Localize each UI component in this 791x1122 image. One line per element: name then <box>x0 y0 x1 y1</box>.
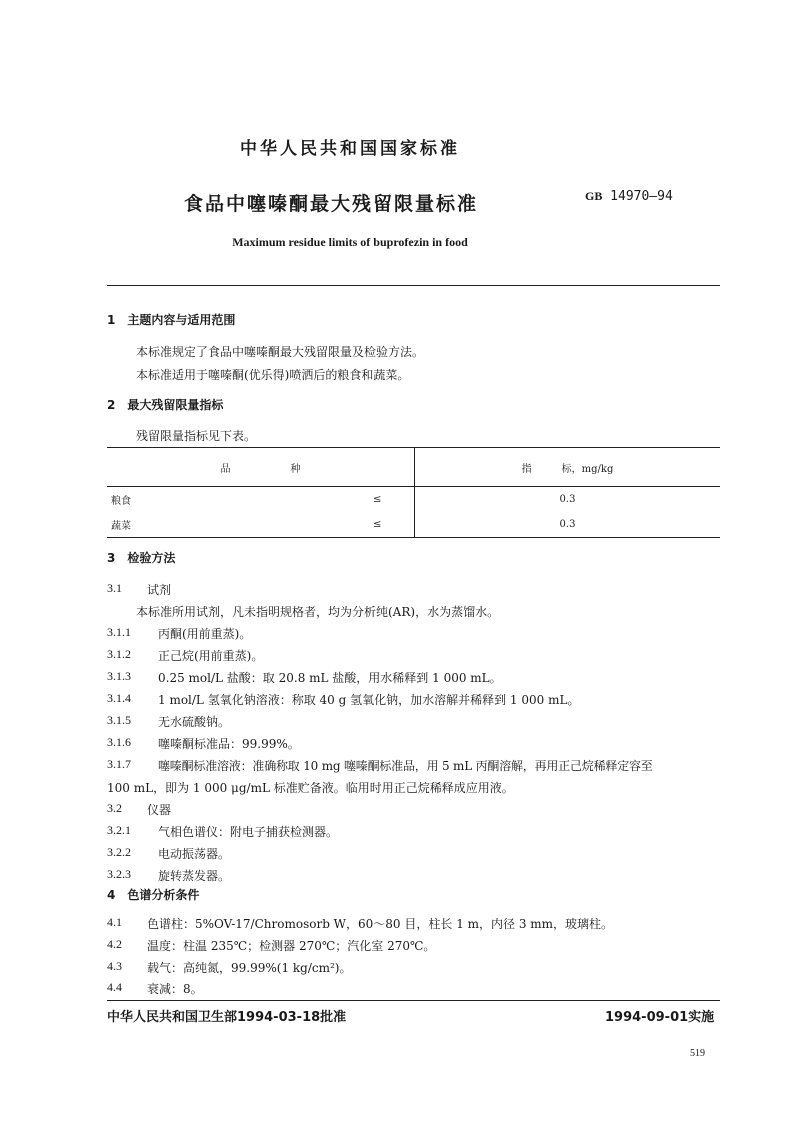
item-text: 气相色谱仪：附电子捕获检测器。 <box>158 825 339 839</box>
table-header-row <box>107 448 720 487</box>
row-value: 0.3 <box>415 511 721 538</box>
item-number: 3.1.6 <box>107 735 131 749</box>
section-1-heading: 1 主题内容与适用范围 <box>107 313 236 327</box>
standard-number <box>585 189 673 204</box>
item-text: 噻嗪酮标准溶液：准确称取 10 mg 噻嗪酮标准品，用 5 mL 丙酮溶解，再用正己烷稀释定容至 <box>158 759 653 773</box>
item-number: 3.1 <box>107 581 122 595</box>
item-text: 试剂 <box>147 583 172 597</box>
item-text: 正己烷(用前重蒸)。 <box>158 649 264 663</box>
row-value: 0.3 <box>559 493 576 505</box>
table-row <box>107 511 720 538</box>
item-number: 3.2.2 <box>107 845 131 859</box>
item-text: 噻嗪酮标准品：99.99%。 <box>158 737 300 751</box>
item-number: 3.1.7 <box>107 757 131 771</box>
implementation-date: 1994-09-01实施 <box>605 1010 715 1025</box>
document-title: 食品中噻嗪酮最大残留限量标准 <box>184 193 479 215</box>
column-variety: 品 种 <box>107 448 415 487</box>
item-number: 3.2.3 <box>107 867 131 881</box>
standard-prefix: GB <box>585 189 603 203</box>
section-4-heading: 4 色谱分析条件 <box>107 888 200 902</box>
item-text: 色谱柱：5%OV-17/Chromosorb W，60～80 目，柱长 1 m，内径 3 mm，玻璃柱。 <box>147 917 614 931</box>
header-rule <box>107 285 720 286</box>
section-1-para-2: 本标准适用于噻嗪酮(优乐得)喷洒后的粮食和蔬菜。 <box>136 368 410 382</box>
item-number: 3.1.4 <box>107 691 131 705</box>
item-number: 4.4 <box>107 980 122 994</box>
footer-rule <box>107 1000 720 1001</box>
item-number: 3.1.3 <box>107 669 131 683</box>
item-number: 3.2 <box>107 801 122 815</box>
item-text: 电动振荡器。 <box>158 847 231 861</box>
row-symbol: ≤ <box>372 511 415 538</box>
item-text: 无水硫酸钠。 <box>158 715 231 729</box>
standard-code: 14970—94 <box>610 189 673 204</box>
table-row <box>107 487 720 512</box>
item-number: 3.2.1 <box>107 823 131 837</box>
row-symbol: ≤ <box>372 487 415 512</box>
national-standard-header: 中华人民共和国国家标准 <box>240 139 460 159</box>
english-title: Maximum residue limits of buprofezin in food <box>232 235 468 249</box>
item-text: 1 mol/L 氢氧化钠溶液：称取 40 g 氢氧化钠，加水溶解并稀释到 1 000 mL。 <box>158 693 580 707</box>
page-number: 519 <box>690 1048 705 1059</box>
item-text: 100 mL，即为 1 000 μg/mL 标准贮备液。临用时用正己烷稀释成应用液。 <box>107 781 514 795</box>
item-number: 3.1.2 <box>107 647 131 661</box>
item-text: 仪器 <box>147 803 172 817</box>
item-text: 0.25 mol/L 盐酸：取 20.8 mL 盐酸，用水稀释到 1 000 mL。 <box>158 671 502 685</box>
item-text: 旋转蒸发器。 <box>158 869 231 883</box>
item-number: 4.1 <box>107 915 122 929</box>
item-number: 4.3 <box>107 959 122 973</box>
section-3-heading: 3 检验方法 <box>107 551 176 565</box>
item-number: 4.2 <box>107 937 122 951</box>
item-text: 丙酮(用前重蒸)。 <box>158 627 252 641</box>
item-number: 3.1.5 <box>107 713 131 727</box>
section-1-para-1: 本标准规定了食品中噻嗪酮最大残留限量及检验方法。 <box>136 345 425 359</box>
section-2-heading: 2 最大残留限量指标 <box>107 398 224 412</box>
column-index: 指 标，mg/kg <box>415 448 721 487</box>
item-text: 本标准所用试剂，凡未指明规格者，均为分析纯(AR)，水为蒸馏水。 <box>136 605 500 619</box>
item-text: 载气：高纯氮，99.99%(1 kg/cm²)。 <box>147 961 352 975</box>
residue-limits-table <box>107 447 720 538</box>
item-text: 温度：柱温 235℃；检测器 270℃；汽化室 270℃。 <box>147 939 436 953</box>
row-name: 粮食 <box>111 495 131 507</box>
row-name: 蔬菜 <box>107 511 372 538</box>
item-text: 衰减：8。 <box>147 982 203 996</box>
item-number: 3.1.1 <box>107 625 131 639</box>
section-2-intro: 残留限量指标见下表。 <box>136 429 257 443</box>
approval-line: 中华人民共和国卫生部1994-03-18批准 <box>107 1010 347 1025</box>
